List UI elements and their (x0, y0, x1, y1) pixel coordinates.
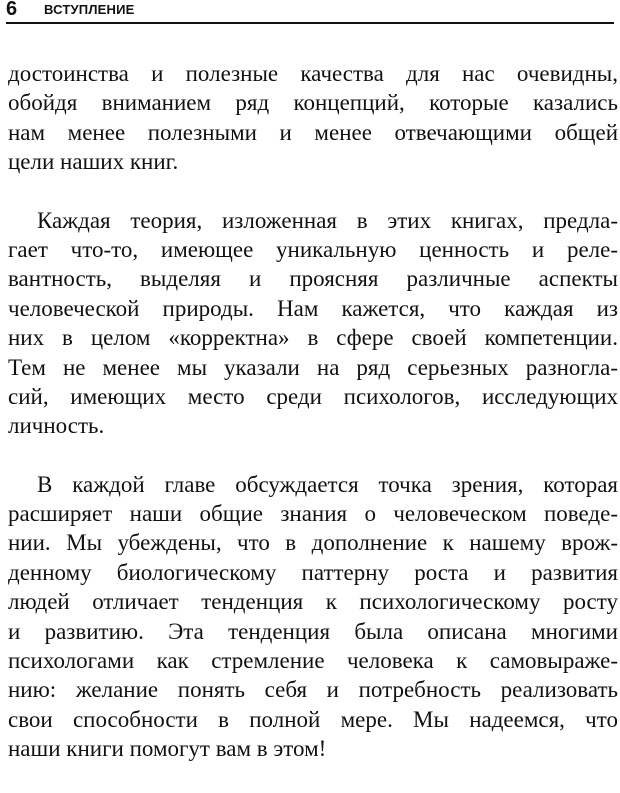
body-text (8, 59, 618, 793)
text-line: и развитию. Эта тенденция была описана многими (8, 618, 618, 644)
text-line: В каждой главе обсуждается точка зрения, которая (37, 471, 618, 497)
text-line: Тем не менее мы указали на ряд серьезных разногла- (8, 354, 618, 380)
text-line: нии. Мы убеждены, что в дополнение к нашему врож- (8, 530, 618, 556)
paragraph-2 (8, 206, 618, 441)
text-line: нию: желание понять себя и потребность реализовать (8, 677, 618, 703)
text-line: людей отличает тенденция к психологическому росту (8, 589, 618, 615)
text-line: свои способности в полной мере. Мы надеемся, что (8, 706, 618, 732)
text-line: них в целом «корректна» в сфере своей компетенции. (8, 325, 618, 351)
text-line: наши книги помогут вам в этом! (8, 736, 327, 762)
text-line: гает что-то, имеющее уникальную ценность и реле- (8, 236, 618, 262)
text-line: психологами как стремление человека к самовыраже- (8, 648, 618, 674)
paragraph-1 (8, 59, 618, 177)
page-header (6, 0, 614, 24)
text-line: Каждая теория, изложенная в этих книгах, предла- (37, 207, 618, 233)
text-line: личность. (8, 413, 105, 439)
paragraph-3 (8, 470, 618, 764)
text-line: цели наших книг. (8, 149, 179, 175)
text-line: достоинства и полезные качества для нас очевидны, (8, 61, 618, 86)
text-line: расширяет наши общие знания о человеческом поведе- (8, 501, 618, 527)
text-line: обойдя вниманием ряд концепций, которые казались (8, 90, 618, 116)
running-head: ВСТУПЛЕНИЕ (44, 2, 135, 17)
text-line: нам менее полезными и менее отвечающими общей (8, 119, 618, 145)
text-line: вантность, выделяя и проясняя различные аспекты (8, 266, 618, 292)
text-line: денному биологическому паттерну роста и развития (8, 559, 618, 585)
page-number: 6 (6, 0, 18, 20)
text-line: сий, имеющих место среди психологов, исследующих (8, 383, 618, 409)
text-line: человеческой природы. Нам кажется, что каждая из (8, 295, 618, 321)
